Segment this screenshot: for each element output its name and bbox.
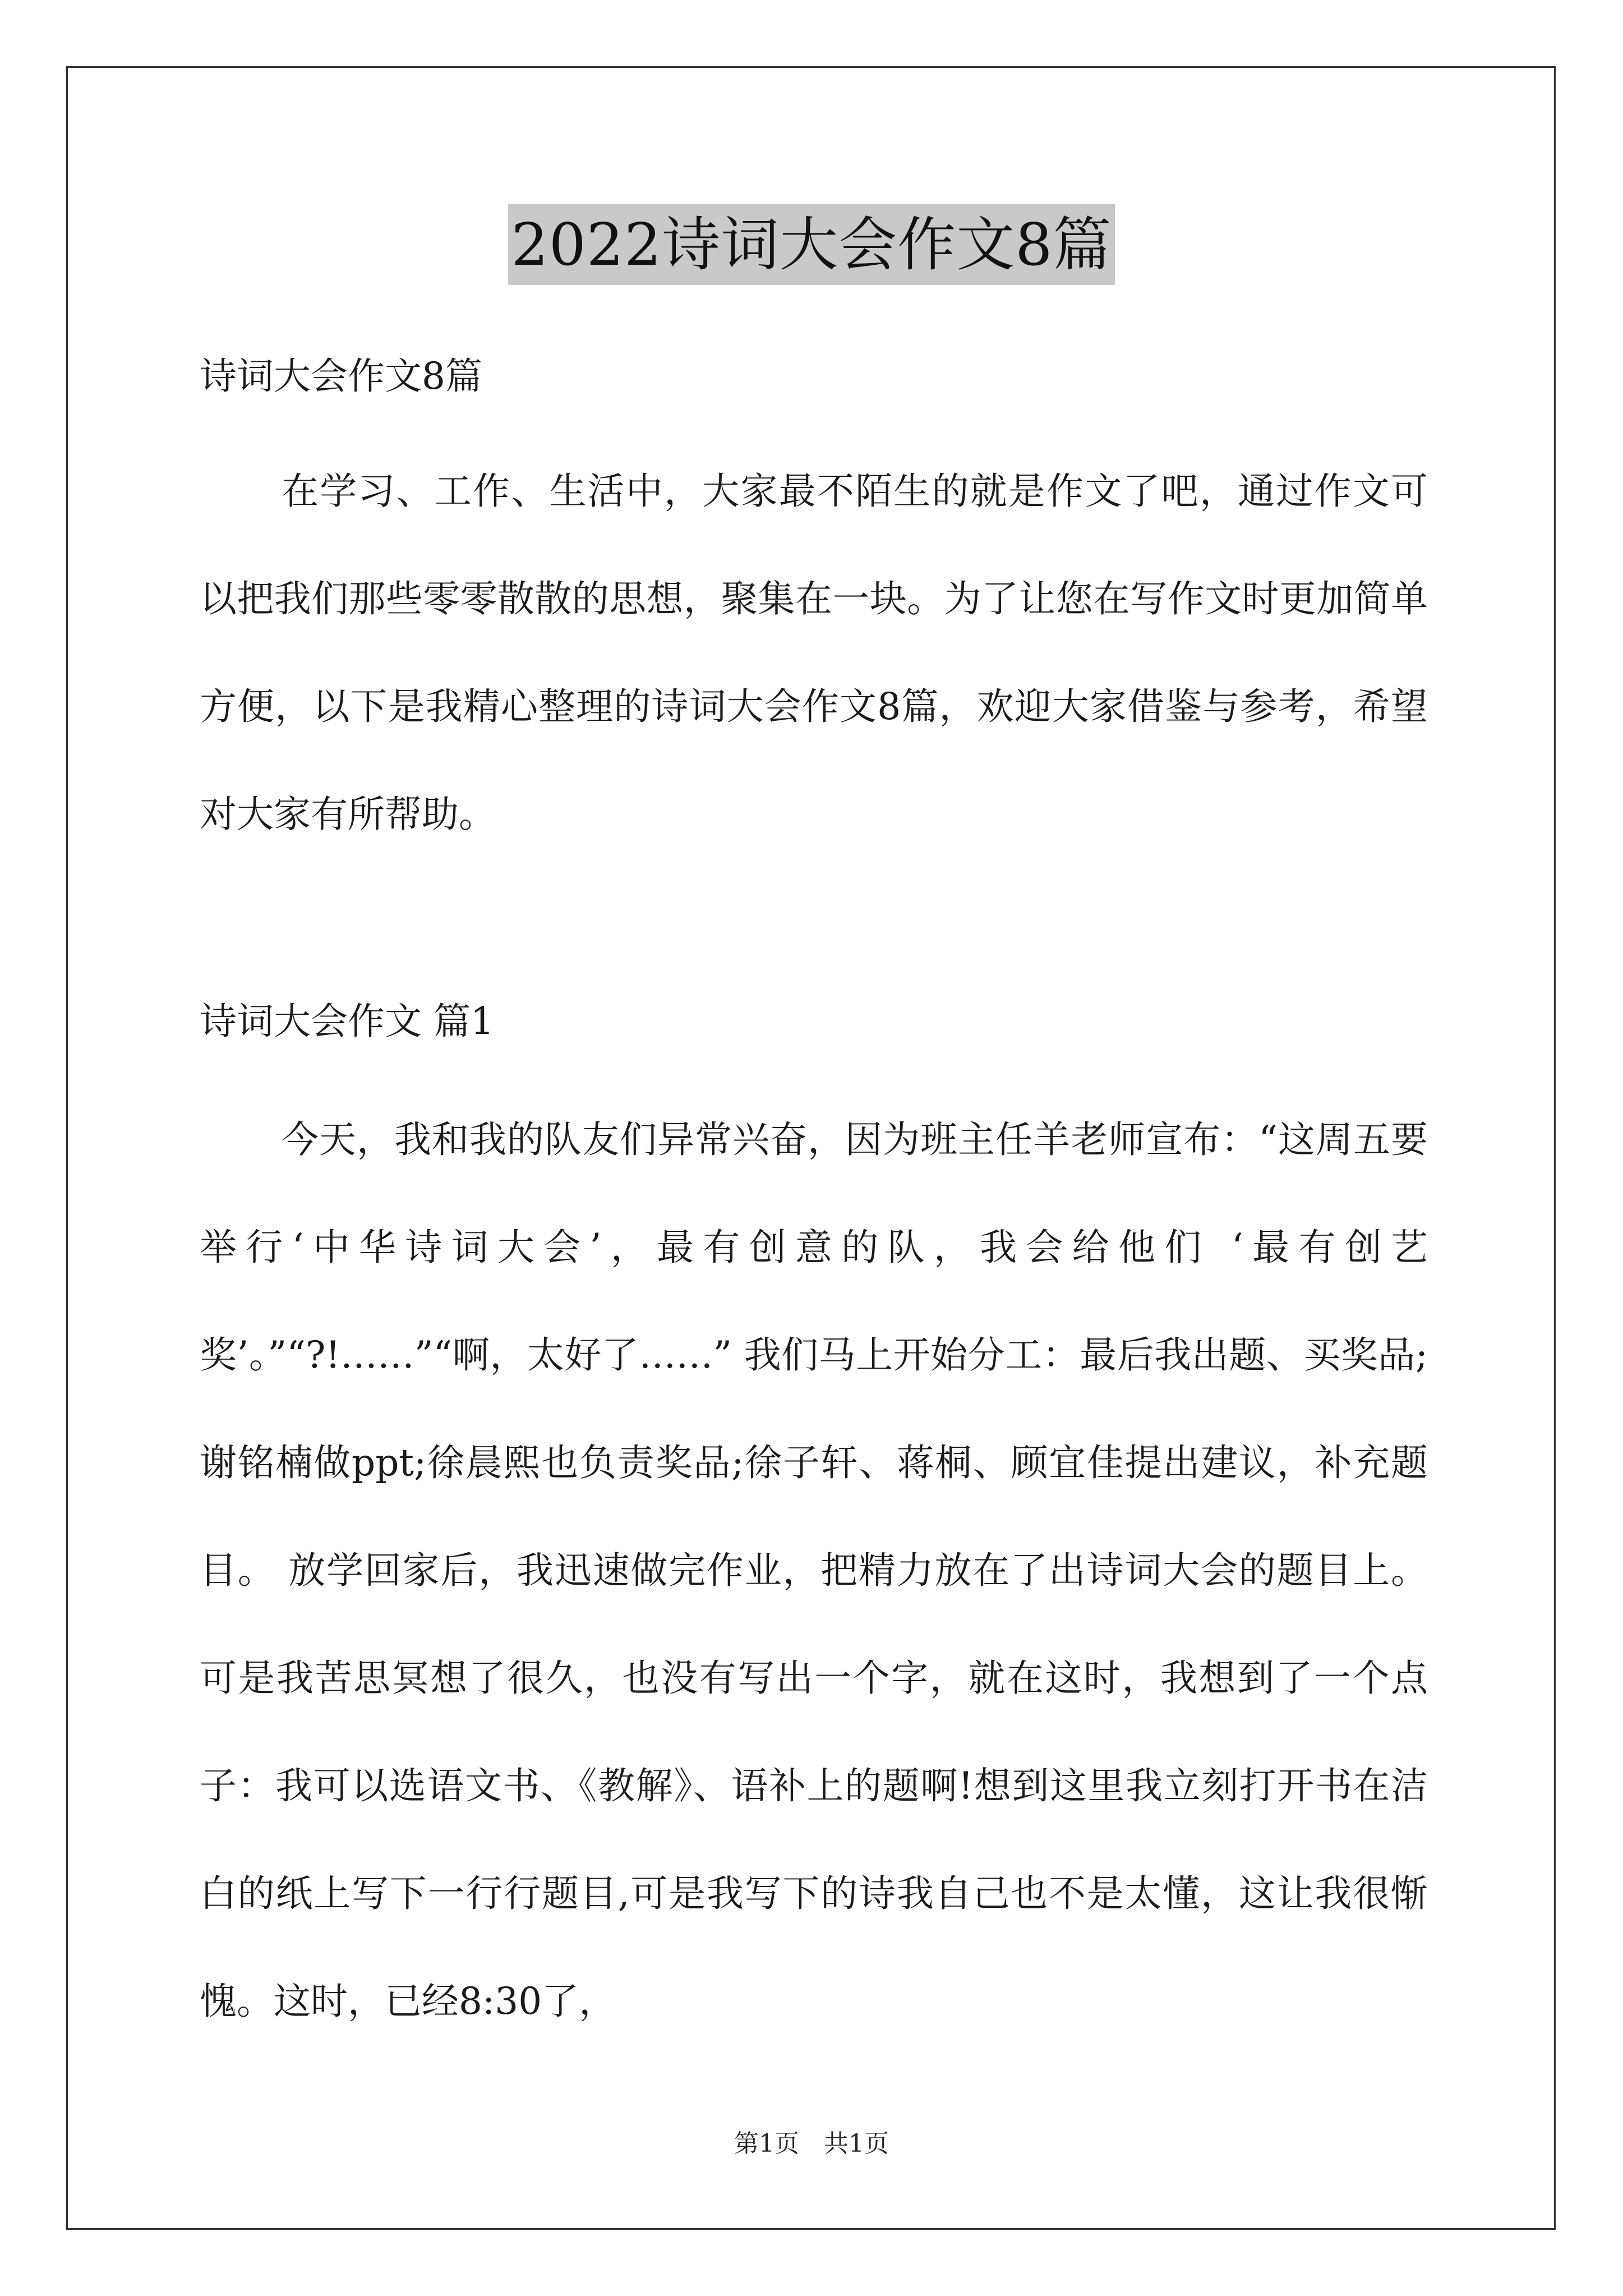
intro-paragraph: 在学习、工作、生活中，大家最不陌生的就是作文了吧，通过作文可以把我们那些零零散散的思想，聚集在一块。为了让您在写作文时更加简单方便，以下是我精心整理的诗词大会作文8篇，欢迎大家借鉴与参考，希望对大家有所帮助。 (200, 470, 1428, 836)
page-number-footer: 第1页 共1页 (734, 2129, 889, 2158)
title-block (0, 204, 1623, 285)
document-subtitle: 诗词大会作文8篇 (200, 355, 482, 398)
section-heading: 诗词大会作文 篇1 (200, 1000, 494, 1043)
document-title: 2022诗词大会作文8篇 (508, 204, 1115, 285)
body-paragraph: 今天，我和我的队友们异常兴奋，因为班主任羊老师宣布：“这周五要举行‘中华诗词大会’，最有创意的队，我会给他们 ‘最有创艺奖’。”“?!……”“啊，太好了……” 我们马上开始分工：最后我出题、买奖品;谢铭楠做ppt;徐晨熙也负责奖品;徐子轩、蒋桐、顾宜佳提出建议，补充题目。 放学回家后，我迅速做完作业，把精力放在了出诗词大会的题目上。可是我苦思冥想了很久，也没有写出一个字，就在这时，我想到了一个点子：我可以选语文书、《教解》、语补上的题啊!想到这里我立刻打开书在洁白的纸上写下一行行题目,可是我写下的诗我自己也不是太懂，这让我很惭愧。这时，已经8:30了， (200, 1118, 1428, 2023)
